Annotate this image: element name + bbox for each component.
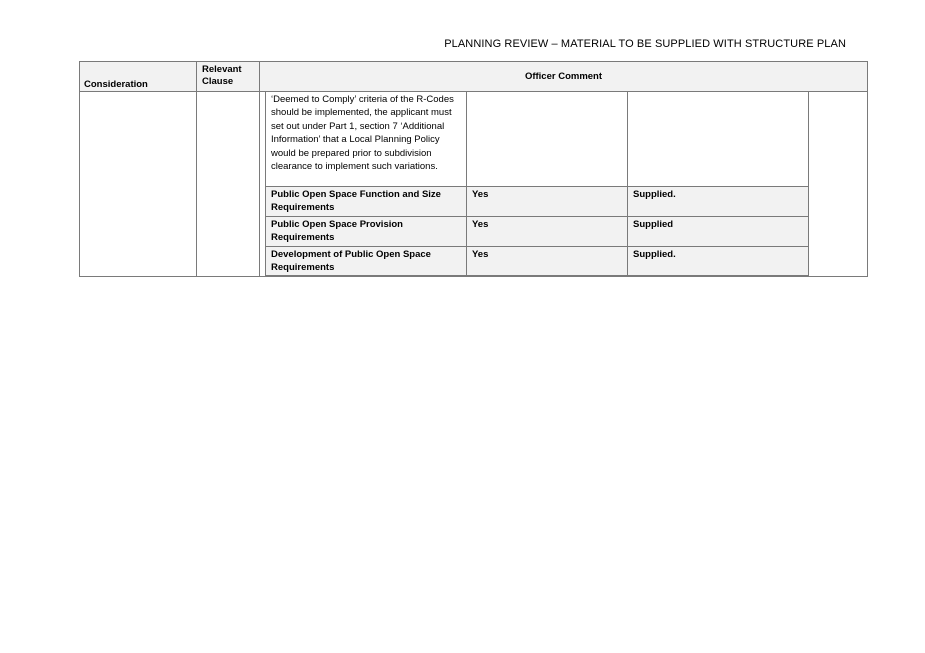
requirement-row: [266, 246, 809, 276]
requirement-status: Supplied: [628, 216, 809, 246]
continuation-row: [266, 92, 809, 187]
review-table: [79, 61, 868, 277]
requirement-status: Supplied.: [628, 187, 809, 217]
table-body-row: [80, 92, 868, 277]
requirement-item: Public Open Space Provision Requirements: [266, 216, 467, 246]
requirement-required: Yes: [467, 187, 628, 217]
column-header-officer-comment: Officer Comment: [260, 62, 868, 92]
requirement-required: Yes: [467, 246, 628, 276]
requirement-row: [266, 216, 809, 246]
continuation-empty-cell: [628, 92, 809, 187]
continuation-empty-cell: [467, 92, 628, 187]
page-header-title: PLANNING REVIEW – MATERIAL TO BE SUPPLIED WITH STRUCTURE PLAN: [444, 38, 846, 50]
consideration-cell: [80, 92, 197, 277]
requirement-status: Supplied.: [628, 246, 809, 276]
requirement-required: Yes: [467, 216, 628, 246]
requirement-item: Development of Public Open Space Requirements: [266, 246, 467, 276]
column-header-consideration: Consideration: [80, 62, 197, 92]
officer-comment-cell: [260, 92, 868, 277]
requirement-item: Public Open Space Function and Size Requirements: [266, 187, 467, 217]
table-header-row: [80, 62, 868, 92]
requirement-row: [266, 187, 809, 217]
continuation-text: ‘Deemed to Comply’ criteria of the R-Codes should be implemented, the applicant must set out under Part 1, section 7 ‘Additional Information’ that a Local Planning Policy would be prepared prior to subdivision clearance to implement such variations.: [266, 92, 467, 187]
column-header-relevant-clause: Relevant Clause: [197, 62, 260, 92]
requirements-table: [265, 92, 809, 276]
relevant-clause-cell: [197, 92, 260, 277]
